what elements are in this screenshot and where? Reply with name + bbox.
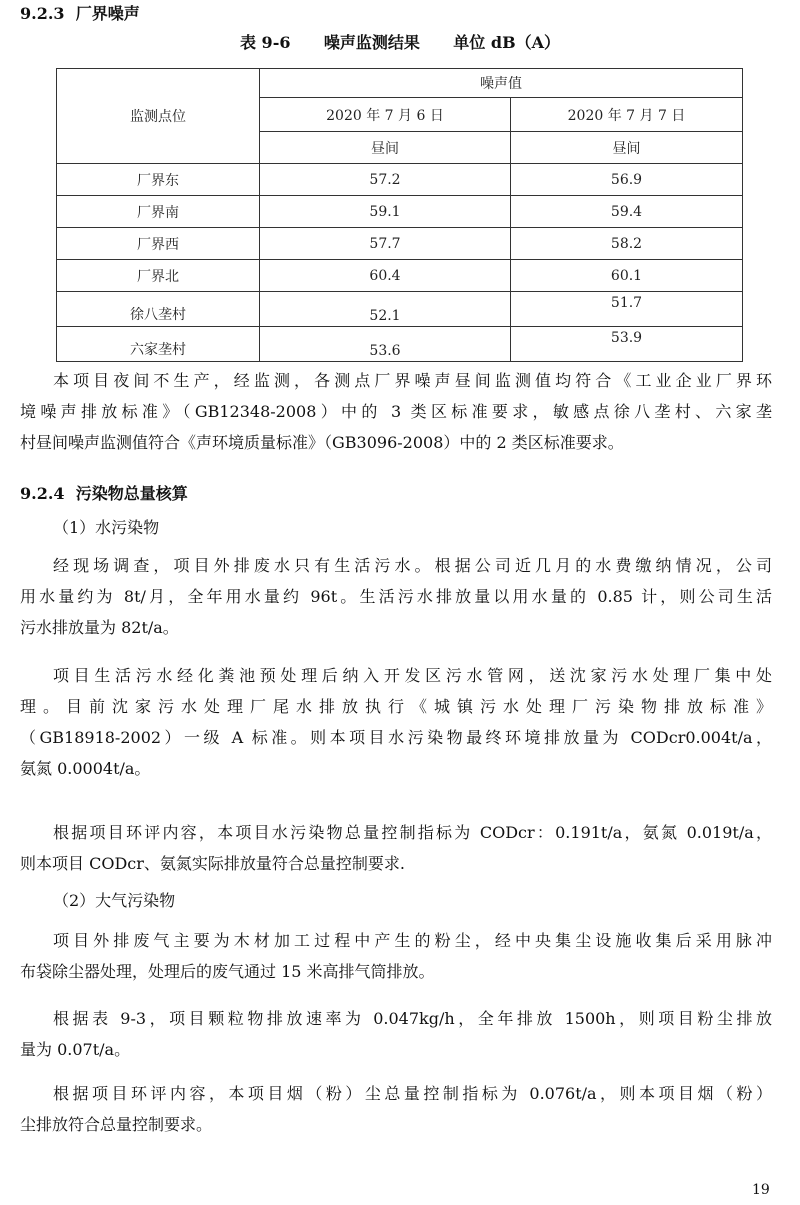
paragraph-water-1 <box>20 550 772 643</box>
header-period-1: 昼间 <box>260 132 511 164</box>
section-heading-9-2-4 <box>20 483 188 505</box>
text-line: 境噪声排放标准》（GB12348-2008）中的 3 类区标准要求，敏感点徐八垄村、六家垄 <box>20 402 772 421</box>
row-point: 六家垄村 <box>57 327 260 362</box>
table-caption: 表 9-6 噪声监测结果 单位 dB（A） <box>239 33 561 52</box>
page-number: 19 <box>752 1182 770 1198</box>
paragraph-air-1 <box>20 925 772 987</box>
subheading-air-pollutants: （2）大气污染物 <box>53 891 176 910</box>
text-line: 污水排放量为 82t/a。 <box>20 618 179 637</box>
paragraph-water-2 <box>20 660 772 784</box>
paragraph-air-2 <box>20 1003 772 1065</box>
text-line: 本项目夜间不生产，经监测，各测点厂界噪声昼间监测值均符合《工业企业厂界环 <box>53 371 772 390</box>
noise-results-table <box>56 68 743 362</box>
paragraph-noise-conclusion <box>20 365 772 458</box>
paragraph-water-3 <box>20 817 772 879</box>
section-number: 9.2.3 <box>20 4 65 23</box>
row-value-day1: 59.1 <box>260 196 511 228</box>
subheading-water-pollutants: （1）水污染物 <box>53 518 160 537</box>
text-line: 理。目前沈家污水处理厂尾水排放执行《城镇污水处理厂污染物排放标准》 <box>20 697 772 716</box>
header-monitoring-point: 监测点位 <box>57 69 260 164</box>
row-value-day1: 57.2 <box>260 164 511 196</box>
section-heading-9-2-3 <box>20 3 140 25</box>
table-row <box>57 228 743 260</box>
section-number: 9.2.4 <box>20 484 65 503</box>
row-point: 厂界东 <box>57 164 260 196</box>
row-value-day2: 53.9 <box>511 327 743 362</box>
text-line: 氨氮 0.0004t/a。 <box>20 759 151 778</box>
text-line: 用水量约为 8t/月，全年用水量约 96t。生活污水排放量以用水量的 0.85 计，则公司生活 <box>20 587 772 606</box>
row-value-day1: 60.4 <box>260 260 511 292</box>
row-value-day2: 60.1 <box>511 260 743 292</box>
header-date-1: 2020 年 7 月 6 日 <box>260 98 511 132</box>
text-line: 布袋除尘器处理，处理后的废气通过 15 米高排气筒排放。 <box>20 962 435 981</box>
row-point: 徐八垄村 <box>57 292 260 327</box>
text-line: 尘排放符合总量控制要求。 <box>20 1115 213 1134</box>
row-value-day2: 51.7 <box>511 292 743 327</box>
text-line: （GB18918-2002）一级 A 标准。则本项目水污染物最终环境排放量为 CODcr0.004t/a， <box>20 728 772 747</box>
row-value-day1: 52.1 <box>260 292 511 327</box>
text-line: 经现场调查，项目外排废水只有生活污水。根据公司近几月的水费缴纳情况，公司 <box>53 556 772 575</box>
text-line: 量为 0.07t/a。 <box>20 1040 131 1059</box>
text-line: 根据项目环评内容，本项目水污染物总量控制指标为 CODcr：0.191t/a，氨氮 0.019t/a， <box>53 823 772 842</box>
text-line: 项目外排废气主要为木材加工过程中产生的粉尘，经中央集尘设施收集后采用脉冲 <box>53 931 772 950</box>
row-value-day2: 59.4 <box>511 196 743 228</box>
table-row <box>57 196 743 228</box>
row-value-day2: 58.2 <box>511 228 743 260</box>
text-line: 村昼间噪声监测值符合《声环境质量标准》（GB3096-2008）中的 2 类区标准要求。 <box>20 433 624 452</box>
table-row <box>57 327 743 362</box>
text-line: 根据项目环评内容，本项目烟（粉）尘总量控制指标为 0.076t/a，则本项目烟（粉） <box>53 1084 772 1103</box>
row-value-day2: 56.9 <box>511 164 743 196</box>
row-point: 厂界北 <box>57 260 260 292</box>
text-line: 则本项目 CODcr、氨氮实际排放量符合总量控制要求. <box>20 854 405 873</box>
row-value-day1: 57.7 <box>260 228 511 260</box>
section-title: 厂界噪声 <box>75 4 140 23</box>
table-row <box>57 260 743 292</box>
table-row <box>57 292 743 327</box>
header-noise-value: 噪声值 <box>260 69 743 98</box>
text-line: 根据表 9-3，项目颗粒物排放速率为 0.047kg/h，全年排放 1500h，则项目粉尘排放 <box>53 1009 772 1028</box>
row-point: 厂界南 <box>57 196 260 228</box>
header-date-2: 2020 年 7 月 7 日 <box>511 98 743 132</box>
paragraph-air-3 <box>20 1078 772 1140</box>
row-point: 厂界西 <box>57 228 260 260</box>
table-row <box>57 164 743 196</box>
header-period-2: 昼间 <box>511 132 743 164</box>
row-value-day1: 53.6 <box>260 327 511 362</box>
text-line: 项目生活污水经化粪池预处理后纳入开发区污水管网，送沈家污水处理厂集中处 <box>53 666 772 685</box>
section-title: 污染物总量核算 <box>75 484 188 503</box>
